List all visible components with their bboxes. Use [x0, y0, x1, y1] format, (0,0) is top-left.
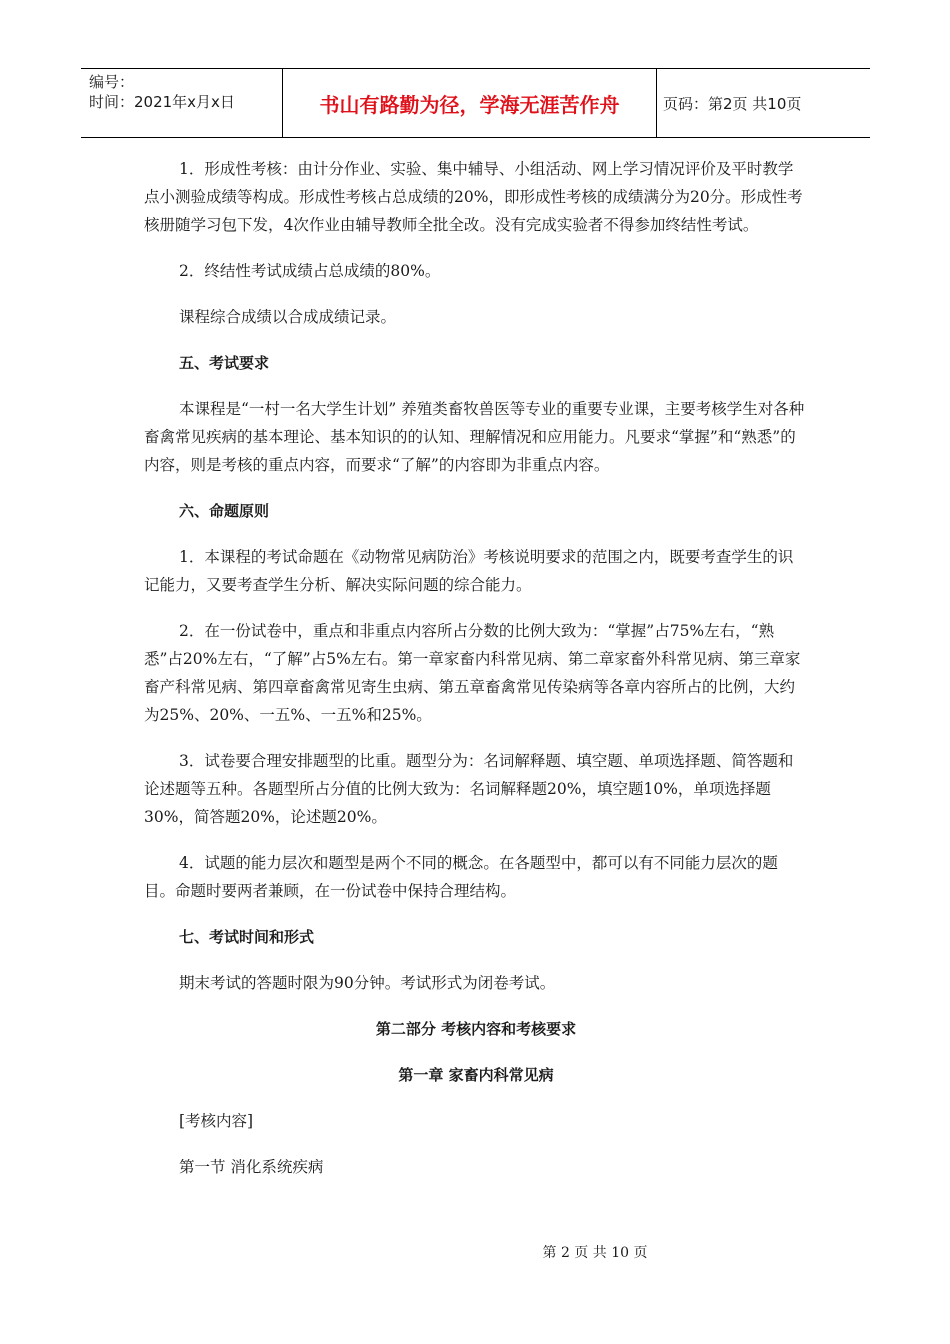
section-heading-exam-time: 七、考试时间和形式	[179, 928, 315, 946]
document-body	[144, 155, 808, 1181]
section-heading-exam-requirements: 五、考试要求	[179, 354, 270, 372]
paragraph-principle-2: 2．在一份试卷中，重点和非重点内容所占分数的比例大致为：“掌握”占75%左右，“熟悉”占20%左右，“了解”占5%左右。第一章家畜内科常见病、第二章家畜外科常见病、第三章家畜产科常见病、第四章畜禽常见寄生虫病、第五章畜禽常见传染病等各章内容所占的比例，大约为25%、20%、一五%、一五%和25%。	[144, 622, 801, 724]
paragraph-principle-1: 1．本课程的考试命题在《动物常见病防治》考核说明要求的范围之内，既要考查学生的识记能力，又要考查学生分析、解决实际问题的综合能力。	[144, 548, 794, 594]
paragraph-formative-assessment: 1．形成性考核：由计分作业、实验、集中辅导、小组活动、网上学习情况评价及平时教学点小测验成绩等构成。形成性考核占总成绩的20%，即形成性考核的成绩满分为20分。形成性考核册随学习包下发，4次作业由辅导教师全批全改。没有完成实验者不得参加终结性考试。	[144, 160, 803, 234]
page-footer: 第 2 页 共 10 页	[542, 1245, 648, 1261]
part-two-title: 第二部分 考核内容和考核要求	[375, 1020, 577, 1038]
paragraph-final-exam-weight: 2．终结性考试成绩占总成绩的80%。	[179, 262, 441, 280]
header-motto: 书山有路勤为径，学海无涯苦作舟	[283, 69, 657, 137]
document-time-label: 时间：2021年x月x日	[89, 93, 235, 111]
assessment-content-label: [考核内容]	[179, 1112, 254, 1130]
header-meta	[81, 69, 283, 137]
paragraph-principle-3: 3．试卷要合理安排题型的比重。题型分为：名词解释题、填空题、单项选择题、简答题和论述题等五种。各题型所占分值的比例大致为：名词解释题20%，填空题10%，单项选择题30%，简答题20%，论述题20%。	[144, 752, 794, 826]
paragraph-overall-score: 课程综合成绩以合成成绩记录。	[179, 308, 397, 326]
section-one-title: 第一节 消化系统疾病	[179, 1158, 324, 1176]
page-header	[81, 68, 870, 138]
paragraph-principle-4: 4．试题的能力层次和题型是两个不同的概念。在各题型中，都可以有不同能力层次的题目。命题时要两者兼顾，在一份试卷中保持合理结构。	[144, 854, 778, 900]
document-number-label: 编号：	[89, 73, 135, 91]
section-heading-proposition-principles: 六、命题原则	[179, 502, 270, 520]
header-page-label: 页码：第2页 共10页	[663, 94, 802, 113]
paragraph-exam-requirements: 本课程是“一村一名大学生计划” 养殖类畜牧兽医等专业的重要专业课，主要考核学生对各种畜禽常见疾病的基本理论、基本知识的的认知、理解情况和应用能力。凡要求“掌握”和“熟悉”的内容，则是考核的重点内容，而要求“了解”的内容即为非重点内容。	[144, 400, 805, 474]
chapter-one-title: 第一章 家畜内科常见病	[398, 1066, 554, 1084]
paragraph-exam-time: 期末考试的答题时限为90分钟。考试形式为闭卷考试。	[179, 974, 556, 992]
